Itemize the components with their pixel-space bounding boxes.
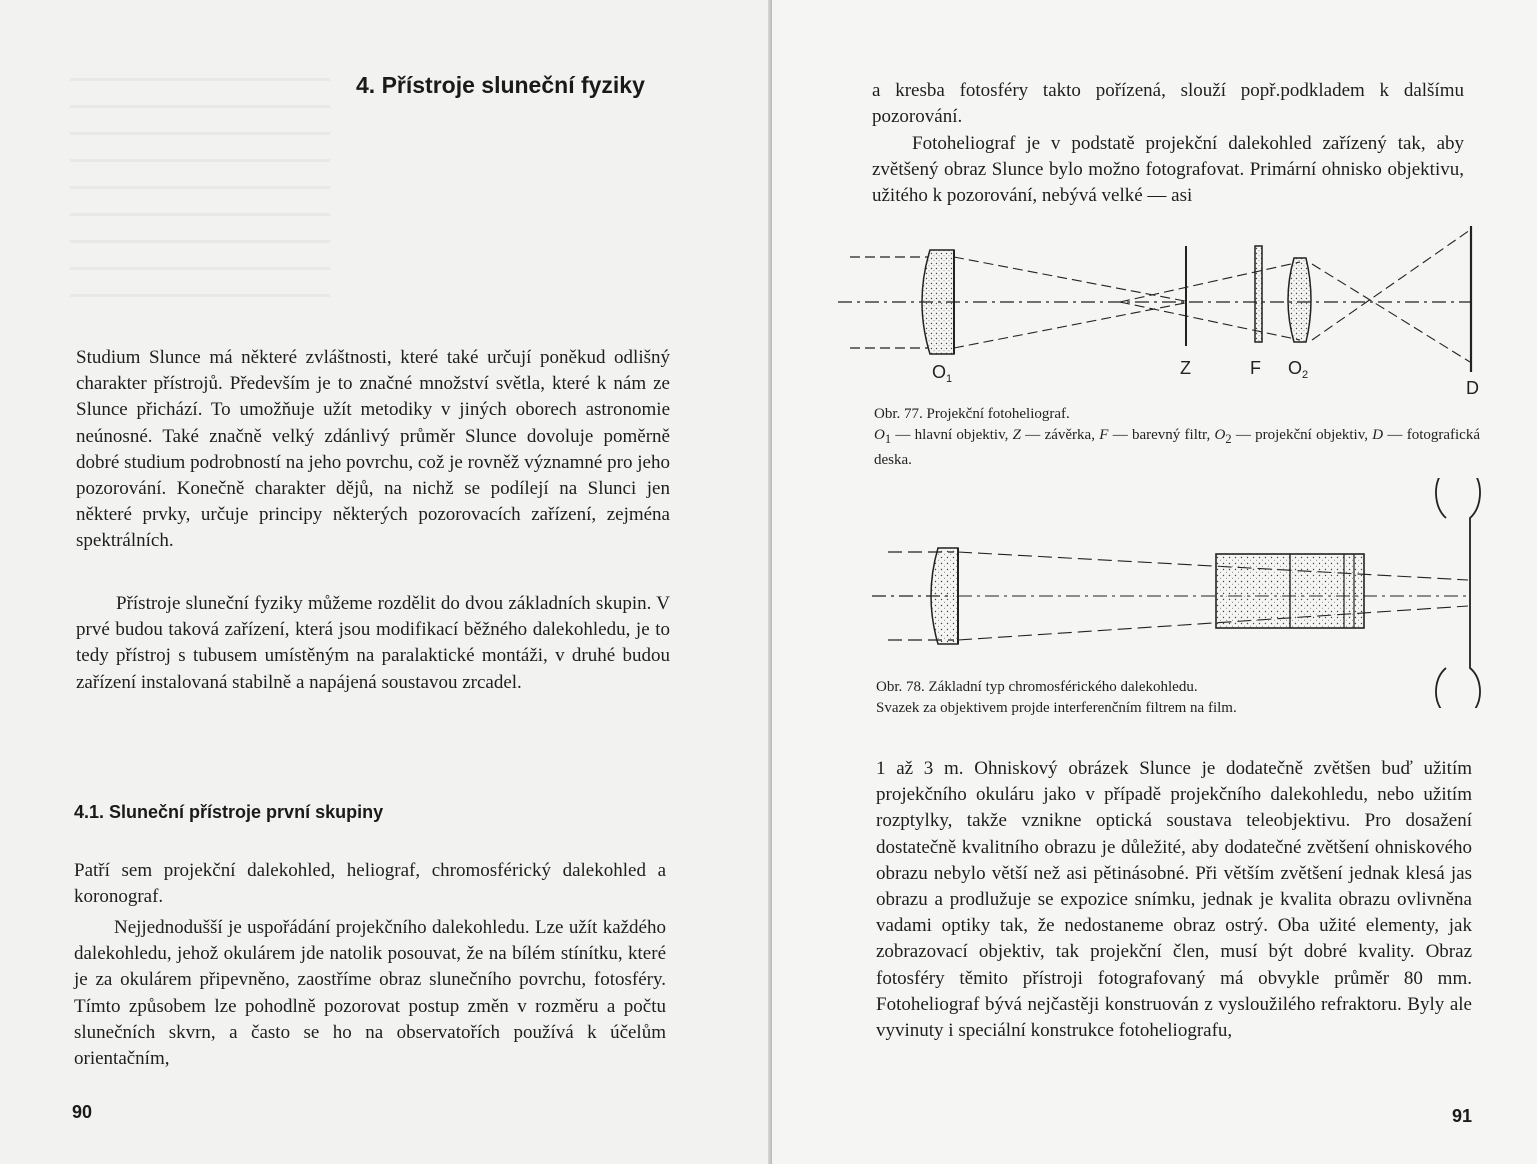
label-o2: $O_2$ [1288,358,1309,381]
intro-paragraph [76,345,670,555]
film-reel-bottom [1436,584,1480,708]
right-page [772,0,1537,1164]
page-number-left: 90 [72,1102,93,1122]
label-f: F [1250,358,1261,378]
figure-78-caption-line-1: Obr. 78. Základní typ chromosférického dalekohledu. [876,679,1198,695]
section-paragraph-1 [74,858,666,910]
figure-77-diagram [830,222,1490,402]
projection-lens-o2 [1288,258,1311,342]
interference-filter [1216,554,1364,628]
section-paragraph-1-text: Patří sem projekční dalekohled, heliograf, chromosférický dalekohled a koronograf. [74,860,666,908]
chapter-title: 4. Přístroje sluneční fyziky [356,72,645,98]
section-title: 4.1. Sluneční přístroje první skupiny [74,802,384,822]
top-paragraph-2-text: Fotoheliograf je v podstatě projekční dalekohled zařízený tak, aby zvětšený obraz Slunce bylo možno fotografovat. Primární ohnisko objektivu, užitého k pozorování, nebývá velké — asi [872,133,1464,207]
figure-78-caption-line-2: Svazek za objektivem projde interferenčním filtrem na film. [876,700,1237,716]
figure-78-diagram [868,478,1488,708]
intro-paragraph-text: Studium Slunce má některé zvláštnosti, které také určují poněkud odlišný charakter přístrojů. Především je to značné množství světla, které k nám ze Slunce přichází. To umožňuje užít metodiky v jiných oborech astronomie neúnosné. Také značně velký zdánlivý průměr Slunce dovoluje poměrně dobré studium podrobností na jeho povrchu, což je rovněž významné pro jeho pozorování. Konečně charakter dějů, na nichž se podílejí na Slunci jen některé prvky, určuje principy některých pozorovacích zařízení, zejména spektrálních. [76,347,670,552]
film-reel-top [1436,478,1480,584]
figure-77-caption [874,404,1480,471]
label-o1: $O_1$ [932,362,953,385]
bottom-paragraph-text: 1 až 3 m. Ohniskový obrázek Slunce je dodatečně zvětšen buď užitím projekčního okuláru jako v případě projekčního dalekohledu, nebo užitím rozptylky, takže vznikne optická soustava teleobjektivu. Pro dosažení dostatečně kvalitního obrazu je důležité, aby dodatečné zvětšení ohniskového obrazu nebylo větší než asi pětinásobné. Při větším zvětšení jednak klesá jas obrazu a prodlužuje se expozice snímku, jednak je kvalita obrazu ovlivněna vadami optiky tak, že nedostaneme obraz ostrý. Oba užité elementy, jak zobrazovací objektiv, tak projekční člen, musí být dobré kvality. Obraz fotosféry těmito přístroji fotografovaný má obvykle průměr 80 mm. Fotoheliograf bývá nejčastěji konstruován z vysloužilého refraktoru. Byly ale vyvinuty i speciální konstrukce fotoheliografu, [876,758,1472,1042]
show-through-text [70,78,330,308]
section-paragraph-2 [74,915,666,1072]
label-z: Z [1180,358,1191,378]
figure-78-caption [876,677,1346,719]
top-paragraph-1 [872,78,1464,130]
groups-paragraph [76,591,670,696]
figure-77-caption-legend: $O_1$ — hlavní objektiv, Z — závěrka, F — barevný filtr, $O_2$ — projekční objektiv, D — fotografická deska. [874,427,1480,468]
top-paragraph-2 [872,131,1464,210]
filter-f [1255,246,1262,342]
top-paragraph-1-text: a kresba fotosféry takto pořízená, slouží popř.podkladem k dalšímu pozorování. [872,80,1464,128]
figure-77-caption-title: Obr. 77. Projekční fotoheliograf. [874,406,1070,422]
label-d: D [1466,378,1479,398]
objective-lens [931,548,958,644]
groups-paragraph-text: Přístroje sluneční fyziky můžeme rozdělit do dvou základních skupin. V prvé budou taková zařízení, která jsou modifikací běžného dalekohledu, je to tedy přístroj s tubusem umístěným na paralaktické montáži, v druhé budou zařízení instalovaná stabilně a napájená soustavou zrcadel. [76,593,670,693]
bottom-paragraph [876,756,1472,1044]
page-number-right: 91 [1452,1106,1473,1126]
section-paragraph-2-text: Nejjednodušší je uspořádání projekčního dalekohledu. Lze užít každého dalekohledu, jehož okulárem jde natolik posouvat, že na bílém stínítku, které je za okulárem připevněno, zaostříme obraz slunečního povrchu, fotosféry. Tímto způsobem lze pohodlně pozorovat postup změn v rozměru a počtu slunečních skvrn, a často se ho na observatořích používá k účelům orientačním, [74,917,666,1070]
objective-lens-o1 [922,250,954,354]
